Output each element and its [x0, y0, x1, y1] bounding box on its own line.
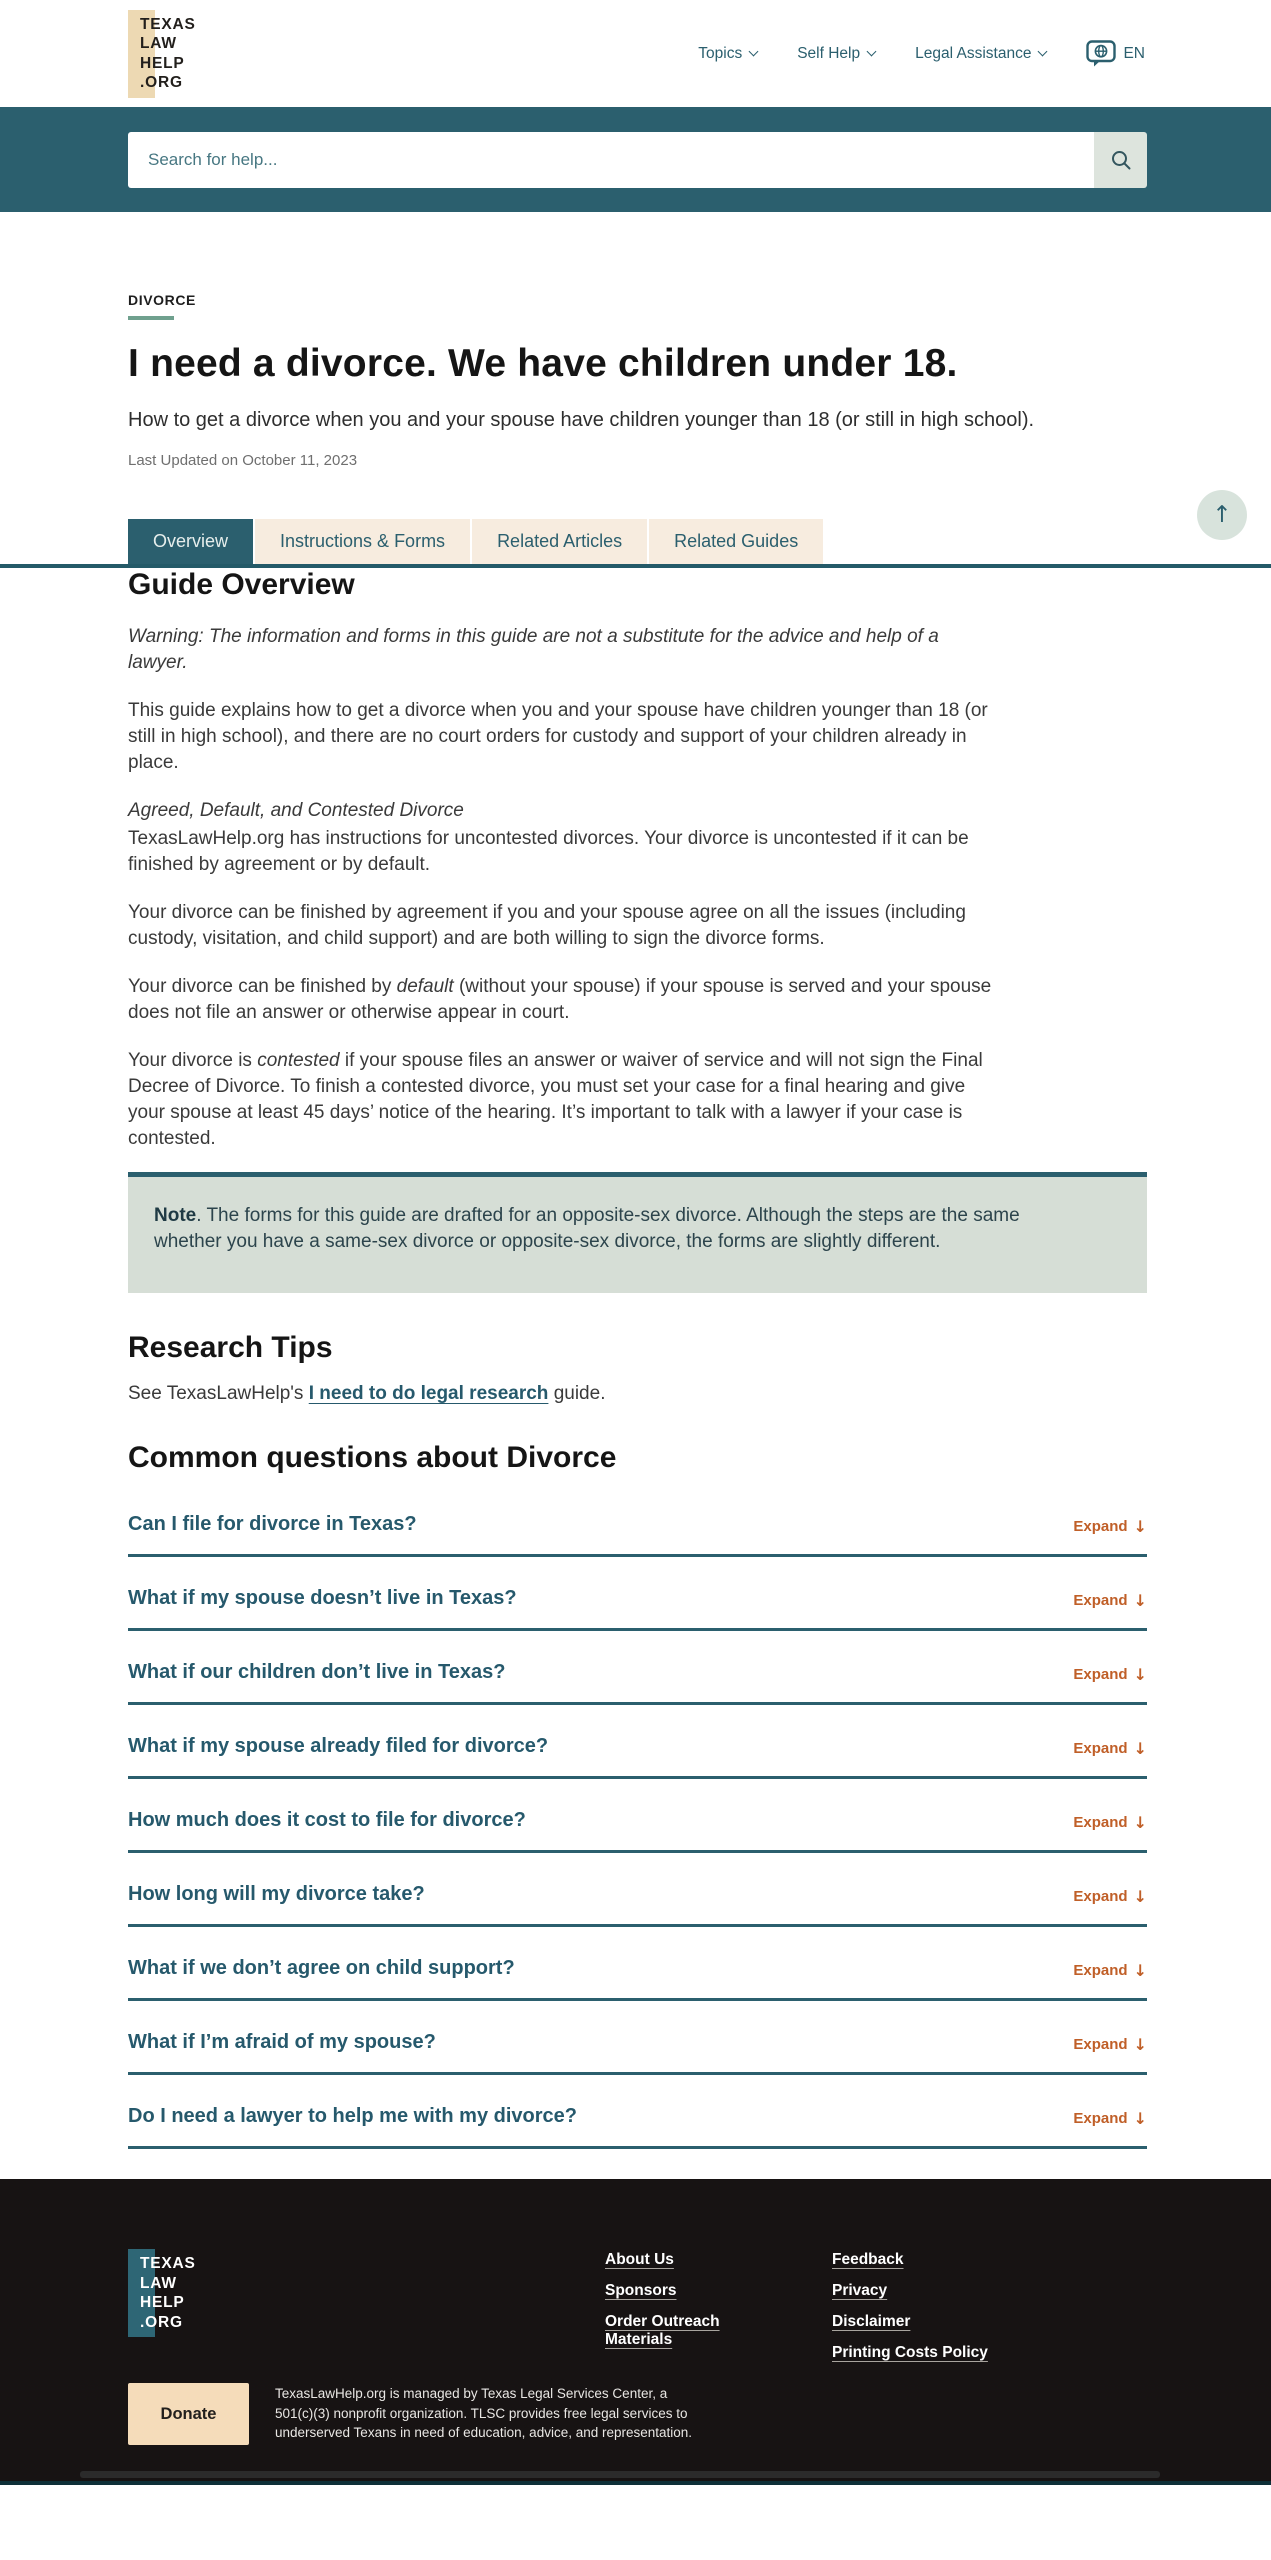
logo-text: [140, 15, 196, 93]
arrow-down-icon: ↓: [1133, 1961, 1147, 1980]
research-tips-paragraph: [128, 1383, 1147, 1405]
expand-label: Expand: [1073, 2036, 1128, 2053]
language-label: EN: [1123, 44, 1145, 62]
chevron-down-icon: [749, 47, 759, 57]
arrow-down-icon: ↓: [1133, 1813, 1147, 1832]
warning-paragraph: Warning: The information and forms in this guide are not a substitute for the advice and help of a lawyer.: [128, 626, 939, 673]
globe-speech-bubble-icon: [1086, 40, 1116, 68]
note-callout: [128, 1172, 1147, 1293]
arrow-down-icon: ↓: [1133, 1665, 1147, 1684]
expand-label: Expand: [1073, 1592, 1128, 1609]
faq-question: Can I file for divorce in Texas?: [128, 1513, 417, 1535]
guide-overview-heading: Guide Overview: [128, 568, 355, 601]
expand-button[interactable]: [1073, 1665, 1147, 1684]
site-footer: [0, 2179, 1271, 2485]
nav-item-legal-assistance[interactable]: [915, 45, 1046, 63]
tab-overview[interactable]: Overview: [128, 519, 253, 564]
footer-link-about-us[interactable]: About Us: [605, 2251, 674, 2268]
faq-question: What if I’m afraid of my spouse?: [128, 2031, 436, 2053]
footer-link-feedback[interactable]: Feedback: [832, 2251, 904, 2268]
scroll-to-top-button[interactable]: [1197, 490, 1247, 540]
search-input[interactable]: [128, 132, 1094, 188]
footer-link-order-outreach-materials[interactable]: Order Outreach Materials: [605, 2313, 720, 2348]
site-header: [0, 0, 1271, 107]
arrow-down-icon: ↓: [1133, 1591, 1147, 1610]
faq-row-spouse-not-in-texas[interactable]: [128, 1587, 1147, 1631]
expand-button[interactable]: [1073, 2109, 1147, 2128]
logo-line: .ORG: [140, 74, 183, 91]
faq-row-need-a-lawyer[interactable]: [128, 2105, 1147, 2149]
page-subtitle: How to get a divorce when you and your spouse have children younger than 18 (or still in high school).: [128, 409, 1035, 431]
note-paragraph: [154, 1203, 1024, 1255]
search-icon: [1109, 148, 1133, 172]
expand-label: Expand: [1073, 1888, 1128, 1905]
nav-item-label: Self Help: [797, 44, 861, 62]
overview-paragraph-2: TexasLawHelp.org has instructions for uncontested divorces. Your divorce is uncontested if it can be finished by agreement or by default.: [128, 828, 969, 875]
guide-tabs: [128, 519, 1147, 564]
overview-paragraph-1: This guide explains how to get a divorce when you and your spouse have children younger than 18 (or still in high school), and there are no court orders for custody and support of your children already in place.: [128, 700, 988, 773]
nav-item-label: Topics: [698, 44, 743, 62]
expand-label: Expand: [1073, 1962, 1128, 1979]
page-title: I need a divorce. We have children under 18.: [128, 342, 958, 385]
faq-row-afraid-of-spouse[interactable]: [128, 2031, 1147, 2075]
arrow-down-icon: ↓: [1133, 1887, 1147, 1906]
paragraph-text: See TexasLawHelp's: [128, 1383, 309, 1404]
expand-label: Expand: [1073, 1740, 1128, 1757]
paragraph-text: Your divorce is: [128, 1050, 258, 1071]
footer-link-privacy[interactable]: Privacy: [832, 2282, 888, 2299]
expand-button[interactable]: [1073, 1813, 1147, 1832]
footer-link-sponsors[interactable]: Sponsors: [605, 2282, 677, 2299]
expand-label: Expand: [1073, 1814, 1128, 1831]
paragraph-text: guide.: [548, 1383, 606, 1404]
note-text: . The forms for this guide are drafted for an opposite-sex divorce. Although the steps are the same whether you have a same-sex divorce or opposite-sex divorce, the forms are slightly different.: [154, 1205, 1020, 1252]
legal-research-link[interactable]: I need to do legal research: [308, 1383, 549, 1404]
search-button[interactable]: [1094, 132, 1147, 188]
faq-question: Do I need a lawyer to help me with my divorce?: [128, 2105, 578, 2127]
footer-link-printing-costs-policy[interactable]: Printing Costs Policy: [832, 2344, 988, 2361]
tab-related-articles[interactable]: Related Articles: [472, 519, 647, 564]
logo-line: TEXAS: [140, 15, 196, 33]
faq-row-spouse-already-filed[interactable]: [128, 1735, 1147, 1779]
expand-button[interactable]: [1073, 1517, 1147, 1536]
research-tips-heading: Research Tips: [128, 1331, 333, 1364]
faq-question: What if we don’t agree on child support?: [128, 1957, 515, 1979]
expand-button[interactable]: [1073, 1591, 1147, 1610]
faq-question: How long will my divorce take?: [128, 1883, 425, 1905]
expand-button[interactable]: [1073, 2035, 1147, 2054]
logo-line: TEXAS: [140, 2255, 196, 2272]
chevron-down-icon: [1038, 47, 1048, 57]
logo-line: HELP: [140, 2294, 185, 2311]
logo-line: .ORG: [140, 2313, 183, 2331]
arrow-up-icon: ↑: [1212, 502, 1232, 528]
nav-item-self-help[interactable]: [797, 45, 875, 63]
faq-question: What if our children don’t live in Texas?: [128, 1661, 506, 1683]
paragraph-text: if your spouse files an answer or waiver of service and will not sign the Final Decree of Divorce. To finish a contested divorce, you must set your case for a final hearing and give your spouse at least 45 days’ notice of the hearing. It’s important to talk with a lawyer if your case is contested.: [128, 1050, 983, 1149]
footer-bottom-bar: [0, 2481, 1271, 2485]
footer-bottom: [128, 2383, 1271, 2445]
nav-item-topics[interactable]: [698, 45, 757, 63]
logo-line: LAW: [140, 35, 177, 52]
language-selector[interactable]: [1086, 40, 1145, 68]
tab-related-guides[interactable]: Related Guides: [649, 519, 823, 564]
logo-line: HELP: [140, 54, 185, 72]
overview-paragraph-3: Your divorce can be finished by agreement if you and your spouse agree on all the issues (including custody, visitation, and child support) and are both willing to sign the divorce forms.: [128, 902, 966, 949]
last-updated: Last Updated on October 11, 2023: [128, 452, 358, 469]
category-eyebrow: DIVORCE: [128, 292, 196, 308]
faq-question: What if my spouse already filed for divorce?: [128, 1735, 549, 1757]
expand-label: Expand: [1073, 1518, 1128, 1535]
expand-button[interactable]: [1073, 1887, 1147, 1906]
common-questions-heading: Common questions about Divorce: [128, 1441, 617, 1474]
search-band: [0, 107, 1271, 212]
tab-instructions-forms[interactable]: Instructions & Forms: [255, 519, 470, 564]
expand-label: Expand: [1073, 2110, 1128, 2127]
footer-link-disclaimer[interactable]: Disclaimer: [832, 2313, 911, 2330]
logo-line: LAW: [140, 2274, 177, 2292]
subheading-agreed-default-contested: Agreed, Default, and Contested Divorce: [128, 800, 464, 821]
arrow-down-icon: ↓: [1133, 1517, 1147, 1536]
faq-question: How much does it cost to file for divorce?: [128, 1809, 526, 1831]
footer-top: [128, 2249, 1271, 2361]
footer-links-column-1: [605, 2251, 775, 2362]
faq-row-cost-to-file[interactable]: [128, 1809, 1147, 1853]
faq-question: What if my spouse doesn’t live in Texas?: [128, 1587, 517, 1609]
paragraph-text: (without your spouse) if your spouse is served and your spouse does not file an answer or otherwise appear in court.: [128, 976, 992, 1023]
chevron-down-icon: [867, 47, 877, 57]
paragraph-emphasis: contested: [257, 1050, 340, 1071]
expand-button[interactable]: [1073, 1961, 1147, 1980]
footer-links-column-2: [832, 2251, 988, 2375]
overview-paragraph-5: [128, 1048, 993, 1152]
arrow-down-icon: ↓: [1133, 1739, 1147, 1758]
footer-about-text: TexasLawHelp.org is managed by Texas Legal Services Center, a 501(c)(3) nonprofit organization. TLSC provides free legal services to underserved Texans in need of education, advice, and representation.: [275, 2386, 693, 2440]
eyebrow-rule: [128, 316, 174, 320]
faq-row-children-not-in-texas[interactable]: [128, 1661, 1147, 1705]
nav-item-label: Legal Assistance: [915, 44, 1032, 62]
expand-label: Expand: [1073, 1666, 1128, 1683]
faq-accordion: [128, 1513, 1147, 2149]
expand-button[interactable]: [1073, 1739, 1147, 1758]
arrow-down-icon: ↓: [1133, 2035, 1147, 2054]
overview-paragraph-4: [128, 974, 993, 1026]
donate-button[interactable]: Donate: [128, 2383, 249, 2445]
faq-row-how-long[interactable]: [128, 1883, 1147, 1927]
paragraph-emphasis: default: [396, 976, 454, 997]
horizontal-scrollbar[interactable]: [80, 2471, 1160, 2478]
main-nav: [698, 40, 1145, 68]
arrow-down-icon: ↓: [1133, 2109, 1147, 2128]
note-label: Note: [154, 1205, 197, 1226]
faq-row-child-support-disagree[interactable]: [128, 1957, 1147, 2001]
site-logo[interactable]: [128, 10, 196, 98]
paragraph-text: Your divorce can be finished by: [128, 976, 397, 997]
faq-row-can-i-file[interactable]: [128, 1513, 1147, 1557]
search-box: [128, 132, 1147, 188]
